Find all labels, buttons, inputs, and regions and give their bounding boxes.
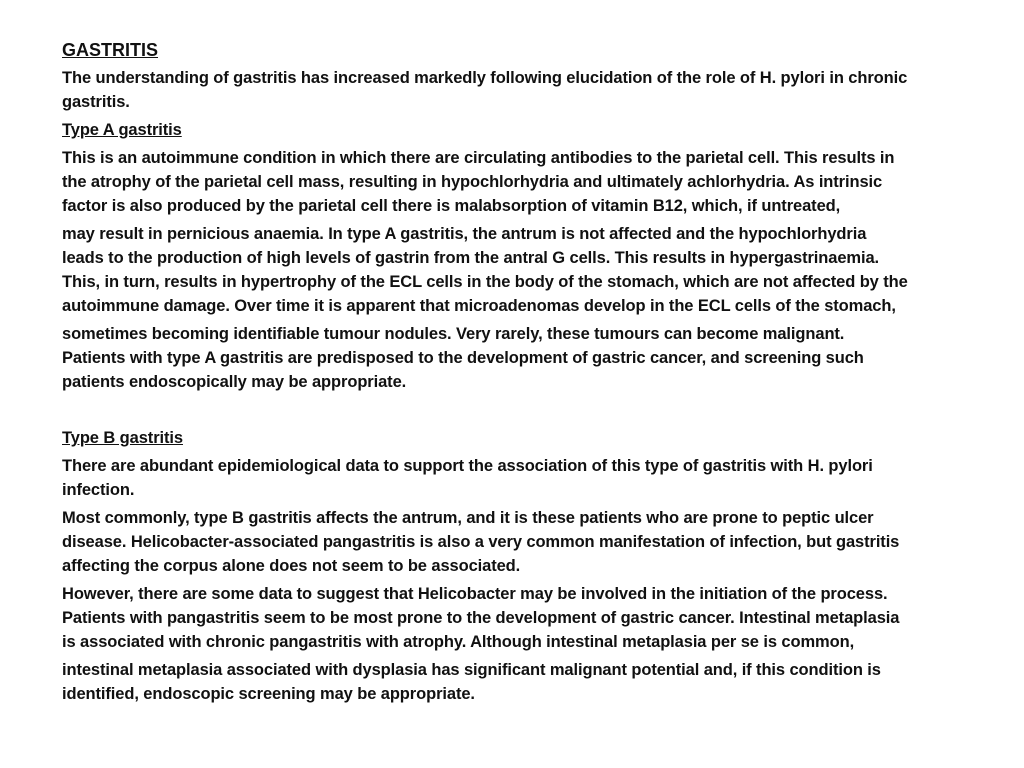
type-a-heading: Type A gastritis xyxy=(62,121,182,139)
text-line: sometimes becoming identifiable tumour nodules. Very rarely, these tumours can become malignant. xyxy=(62,325,845,343)
text-line: patients endoscopically may be appropriate. xyxy=(62,373,407,391)
text-line: Patients with type A gastritis are predisposed to the development of gastric cancer, and screening such xyxy=(62,349,864,367)
text-line: leads to the production of high levels of gastrin from the antral G cells. This results in hypergastrinaemia. xyxy=(62,249,880,267)
text-line: may result in pernicious anaemia. In type A gastritis, the antrum is not affected and the hypochlorhydria xyxy=(62,225,867,243)
type-b-paragraph-2 xyxy=(62,506,962,578)
slide-content xyxy=(62,38,962,706)
text-line: gastritis. xyxy=(62,93,130,111)
page-title: GASTRITIS xyxy=(62,40,159,60)
text-line: identified, endoscopic screening may be appropriate. xyxy=(62,685,475,703)
text-line: intestinal metaplasia associated with dysplasia has significant malignant potential and, if this condition is xyxy=(62,661,881,679)
text-line: factor is also produced by the parietal cell there is malabsorption of vitamin B12, which, if untreated, xyxy=(62,197,841,215)
type-a-paragraph-3 xyxy=(62,322,962,394)
type-b-paragraph-1 xyxy=(62,454,962,502)
text-line: This, in turn, results in hypertrophy of the ECL cells in the body of the stomach, which are not affected by the xyxy=(62,273,908,291)
text-line: Patients with pangastritis seem to be most prone to the development of gastric cancer. Intestinal metaplasia xyxy=(62,609,900,627)
text-line: Most commonly, type B gastritis affects the antrum, and it is these patients who are prone to peptic ulcer xyxy=(62,509,874,527)
type-b-paragraph-3 xyxy=(62,582,962,654)
text-line: affecting the corpus alone does not seem to be associated. xyxy=(62,557,521,575)
text-line: is associated with chronic pangastritis with atrophy. Although intestinal metaplasia per se is common, xyxy=(62,633,855,651)
text-line: The understanding of gastritis has increased markedly following elucidation of the role of H. pylori in chronic xyxy=(62,69,908,87)
text-line: infection. xyxy=(62,481,135,499)
type-a-paragraph-1 xyxy=(62,146,962,218)
text-line: There are abundant epidemiological data to support the association of this type of gastritis with H. pylori xyxy=(62,457,873,475)
text-line: This is an autoimmune condition in which there are circulating antibodies to the parietal cell. This results in xyxy=(62,149,895,167)
type-a-paragraph-2 xyxy=(62,222,962,318)
type-b-paragraph-4 xyxy=(62,658,962,706)
text-line: autoimmune damage. Over time it is apparent that microadenomas develop in the ECL cells of the stomach, xyxy=(62,297,896,315)
intro-paragraph xyxy=(62,66,962,114)
text-line: However, there are some data to suggest that Helicobacter may be involved in the initiation of the process. xyxy=(62,585,888,603)
text-line: the atrophy of the parietal cell mass, resulting in hypochlorhydria and ultimately achlorhydria. As intrinsic xyxy=(62,173,883,191)
type-b-heading: Type B gastritis xyxy=(62,429,183,447)
text-line: disease. Helicobacter-associated pangastritis is also a very common manifestation of infection, but gastritis xyxy=(62,533,900,551)
